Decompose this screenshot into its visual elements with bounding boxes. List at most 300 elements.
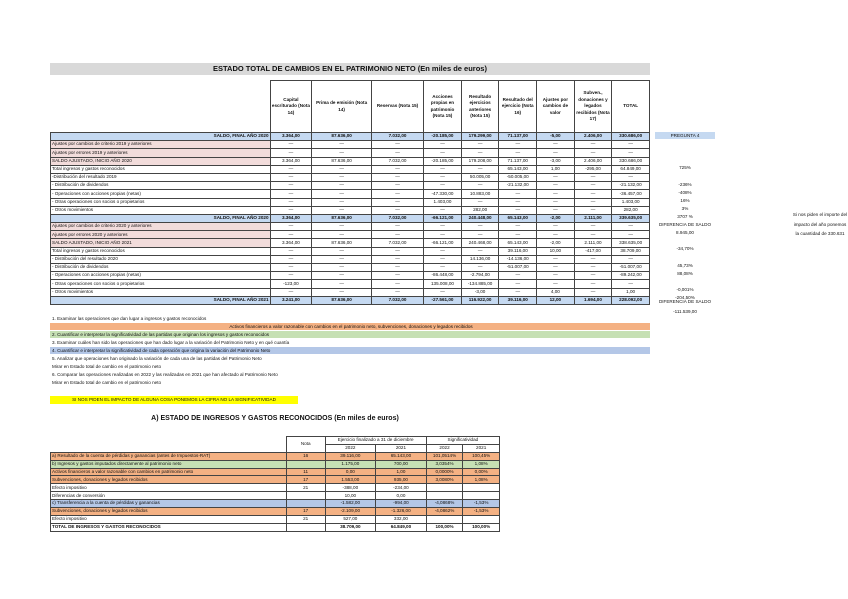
year-header: 2021 — [376, 444, 427, 452]
table-cell — [463, 515, 500, 523]
table-row — [51, 214, 650, 222]
table-cell: 3.364,00 — [270, 133, 312, 141]
table-cell: — — [371, 198, 423, 206]
table-cell: — — [270, 223, 312, 231]
row-label: - Distribución del resultado 2020 — [51, 255, 271, 263]
table-cell: 330.686,00 — [612, 157, 650, 165]
table-cell — [426, 484, 463, 492]
table-cell: 1.403,00 — [424, 198, 462, 206]
table-cell: -20.185,00 — [424, 157, 462, 165]
row-label: Efecto impositivo — [51, 515, 287, 523]
table-cell: — — [461, 149, 499, 157]
table-cell: 2.111,00 — [574, 214, 612, 222]
table-row — [51, 198, 650, 206]
table-cell: 7.032,00 — [371, 239, 423, 247]
table-cell: 0,00 — [325, 468, 376, 476]
note-line: Mirar en Estado total de cambio en el patrimonio neto — [52, 364, 162, 369]
table-row — [51, 296, 650, 304]
table-row — [51, 468, 500, 476]
table-row — [51, 452, 500, 460]
nota-cell: 17 — [286, 508, 325, 516]
table-row — [51, 182, 650, 190]
table-cell: -3,00 — [537, 157, 575, 165]
significance-value: 8.945,00 — [676, 230, 694, 236]
table-cell: 1,08% — [463, 476, 500, 484]
nota-cell: 17 — [286, 476, 325, 484]
table-cell: 10,00 — [325, 492, 376, 500]
table-cell — [426, 492, 463, 500]
table-cell: — — [312, 223, 372, 231]
row-label: Ajustes por cambios de criterio 2020 y anteriores — [51, 223, 271, 231]
table-cell: 179.299,00 — [461, 133, 499, 141]
table-cell: -295,00 — [574, 165, 612, 173]
table-cell: -1.582,00 — [325, 500, 376, 508]
nota-cell: 16 — [286, 452, 325, 460]
row-label: c) Transferencia a la cuenta de pérdidas y ganancias — [51, 500, 287, 508]
significance-value: 3707 % — [677, 214, 693, 219]
table-cell: — — [270, 247, 312, 255]
table-cell: — — [371, 264, 423, 272]
nota-cell: 21 — [286, 484, 325, 492]
significance-value: -0,001% — [676, 286, 694, 292]
table-cell: — — [537, 190, 575, 198]
table-cell: — — [424, 247, 462, 255]
row-label: - Otras operaciones con socios o propietarios — [51, 280, 271, 288]
table-cell: 1.694,00 — [574, 296, 612, 304]
table-cell: -21.132,00 — [499, 182, 537, 190]
table-row — [51, 255, 650, 263]
table-cell: 332,00 — [376, 515, 427, 523]
table-cell: — — [574, 182, 612, 190]
table-cell: 87.636,00 — [312, 214, 372, 222]
row-label: - Distribución de dividendos — [51, 264, 271, 272]
table-cell: — — [537, 141, 575, 149]
table-cell: — — [424, 141, 462, 149]
significance-value: DIFERENCIA DE SALDO — [658, 222, 712, 228]
table-row — [51, 523, 500, 531]
table-cell: — — [270, 149, 312, 157]
table-cell: — — [499, 206, 537, 214]
table-cell: — — [270, 182, 312, 190]
table-cell: 3.364,00 — [270, 239, 312, 247]
column-header: TOTAL — [612, 81, 650, 133]
table-row — [51, 231, 650, 239]
column-header: Resultado del ejercicio (Nota 16) — [499, 81, 537, 133]
income-statement-table — [50, 436, 500, 532]
table-cell: — — [537, 255, 575, 263]
note-line: Mirar en Estado total de cambio en el patrimonio neto — [52, 380, 162, 385]
table-row — [51, 165, 650, 173]
table-cell: — — [461, 247, 499, 255]
table-cell: — — [312, 198, 372, 206]
row-label: - Otros movimientos — [51, 206, 271, 214]
table-row — [51, 500, 500, 508]
table-row — [51, 149, 650, 157]
table-cell: — — [574, 173, 612, 181]
table-cell: 0,0000% — [426, 468, 463, 476]
page-title: ESTADO TOTAL DE CAMBIOS EN EL PATRIMONIO NETO (En miles de euros) — [50, 63, 650, 75]
table-cell: -14.136,00 — [499, 255, 537, 263]
table-cell: 935,00 — [376, 476, 427, 484]
table-cell: — — [537, 231, 575, 239]
table-cell: 71.137,00 — [499, 157, 537, 165]
row-label: Total ingresos y gastos reconocidos — [51, 165, 271, 173]
table-cell: — — [424, 149, 462, 157]
table-cell: — — [270, 231, 312, 239]
table-cell: 4,00 — [537, 288, 575, 296]
table-cell: -89.242,00 — [612, 272, 650, 280]
table-cell: — — [270, 141, 312, 149]
nota-header: Nota — [286, 437, 325, 453]
note-line: 1. Examinar las operaciones que dan lugar a ingresos y gastos reconocidos — [52, 316, 207, 321]
table-cell: — — [312, 190, 372, 198]
significance-value: -236% — [678, 181, 692, 187]
row-label: Total ingresos y gastos reconocidos — [51, 247, 271, 255]
table-cell: — — [371, 280, 423, 288]
table-row — [51, 492, 500, 500]
table-cell: 101,0514% — [426, 452, 463, 460]
row-label: - Otras operaciones con socios o propietarios — [51, 198, 271, 206]
table-cell: — — [424, 264, 462, 272]
table-cell: 338.635,00 — [612, 239, 650, 247]
significance-value: 3% — [681, 205, 689, 211]
table-row — [51, 173, 650, 181]
table-cell: — — [612, 149, 650, 157]
table-cell: 10.883,00 — [461, 190, 499, 198]
nota-cell — [286, 460, 325, 468]
table-cell: 39.116,00 — [499, 247, 537, 255]
table-cell: 339.635,00 — [612, 214, 650, 222]
table-cell: 87.636,00 — [312, 157, 372, 165]
table-cell: — — [371, 206, 423, 214]
note-line: 6. Comparar las operaciones realizadas en 2022 y las realizadas en 2021 que han afectado al Patrimonio Neto — [52, 372, 278, 377]
significance-value: 16% — [680, 197, 690, 203]
table-cell: — — [312, 165, 372, 173]
table-cell: — — [371, 182, 423, 190]
table-cell: — — [371, 288, 423, 296]
table-cell: — — [537, 264, 575, 272]
table-cell: — — [424, 255, 462, 263]
table-cell: — — [371, 141, 423, 149]
table-cell: — — [312, 255, 372, 263]
side-note: Si nos piden el importe del impacto del año ponemos la cuantidad de 330.631 — [792, 212, 848, 236]
equity-changes-table — [50, 80, 650, 305]
row-label: SALDO AJUSTADO, INICIO AÑO 2021 — [51, 239, 271, 247]
table-cell: 50.005,00 — [461, 173, 499, 181]
year-header: 2022 — [426, 444, 463, 452]
table-row — [51, 190, 650, 198]
table-cell: -123,00 — [270, 280, 312, 288]
table-cell: — — [537, 223, 575, 231]
table-cell: -1,53% — [463, 500, 500, 508]
table-cell: 179.208,00 — [461, 157, 499, 165]
table-cell: 3.364,00 — [270, 214, 312, 222]
table-cell: — — [499, 288, 537, 296]
table-cell: 12,00 — [537, 296, 575, 304]
row-label: Efecto impositivo — [51, 484, 287, 492]
table-cell: — — [424, 288, 462, 296]
table-cell: — — [461, 198, 499, 206]
table-cell: 3,0354% — [426, 460, 463, 468]
table-cell: — — [612, 231, 650, 239]
table-row — [51, 288, 650, 296]
row-label: Diferencias de conversión — [51, 492, 287, 500]
table-cell: — — [270, 165, 312, 173]
table-cell: 1,08% — [463, 460, 500, 468]
significance-value: 45,73% — [677, 262, 693, 268]
table-cell: — — [574, 255, 612, 263]
note-line: 4. Cuantificar e interpretar la significatividad de cada operación que origina la variación del Patrimonio Neto — [50, 347, 650, 354]
table-cell: -5,00 — [537, 133, 575, 141]
table-cell: -134.885,00 — [461, 280, 499, 288]
nota-cell — [286, 492, 325, 500]
note-line: 3. Examinar cuáles han sido las operaciones que han dado lugar a la variación del Patrimonio Neto y en qué cuantía — [52, 340, 290, 345]
table-cell: — — [270, 272, 312, 280]
table-cell: 65.143,00 — [499, 165, 537, 173]
table-cell: 1,00 — [376, 468, 427, 476]
table-cell: — — [312, 149, 372, 157]
table-cell: 65.143,00 — [376, 452, 427, 460]
table-cell: -27.561,00 — [424, 296, 462, 304]
row-label: Subvenciones, donaciones y legados recibidos — [51, 508, 287, 516]
table-cell: 14.136,00 — [461, 255, 499, 263]
table-cell: — — [574, 264, 612, 272]
significance-value: 725% — [679, 165, 691, 171]
table-cell: — — [312, 264, 372, 272]
table-row — [51, 460, 500, 468]
table-cell: 240.448,00 — [461, 214, 499, 222]
significance-value: 88,08% — [677, 270, 693, 276]
row-label: SALDO, FINAL AÑO 2020 — [51, 133, 271, 141]
table-row — [51, 280, 650, 288]
table-cell: — — [461, 231, 499, 239]
table-cell: 39.116,00 — [325, 452, 376, 460]
table-cell: -4,0868% — [426, 500, 463, 508]
table-cell: — — [312, 231, 372, 239]
row-label: Ajustes por cambios de criterio 2019 y anteriores — [51, 141, 271, 149]
table-cell: 3,0080% — [426, 476, 463, 484]
table-cell: — — [574, 223, 612, 231]
significance-value: -34,70% — [676, 246, 694, 252]
table-cell: 1.403,00 — [612, 198, 650, 206]
table-cell: — — [537, 206, 575, 214]
table-cell: -1.326,00 — [376, 508, 427, 516]
table-cell: — — [574, 272, 612, 280]
table-row — [51, 515, 500, 523]
table-cell: -4,0862% — [426, 508, 463, 516]
table-cell: — — [270, 264, 312, 272]
table-cell: 87.636,00 — [312, 133, 372, 141]
table-cell: -66.121,00 — [424, 239, 462, 247]
table-cell: -51.007,00 — [499, 264, 537, 272]
table-cell: -388,00 — [325, 484, 376, 492]
table-cell: — — [270, 190, 312, 198]
table-cell: 116.922,00 — [461, 296, 499, 304]
table-cell: 330.686,00 — [612, 133, 650, 141]
note-line: 5. Analizar que operaciones han originado la variación de cada una de las partidas del Patrimonio Neto — [52, 356, 262, 361]
table-row — [51, 247, 650, 255]
table-cell: 65.143,00 — [499, 214, 537, 222]
table-row — [51, 239, 650, 247]
table-cell: 87.636,00 — [312, 239, 372, 247]
table-cell: 64.849,00 — [612, 165, 650, 173]
table-cell: — — [270, 206, 312, 214]
row-label: Activos financieros a valor razonable con cambios en patrimonio neto — [51, 468, 287, 476]
table-cell: 2.406,00 — [574, 133, 612, 141]
table-cell: 1,00 — [537, 165, 575, 173]
table-cell: — — [461, 165, 499, 173]
table-cell: — — [574, 141, 612, 149]
table-header-row — [51, 81, 650, 133]
table-row — [51, 476, 500, 484]
row-label: - Operaciones con acciones propias (netas) — [51, 190, 271, 198]
row-label: -Distribución del resultado 2019 — [51, 173, 271, 181]
table-cell: 100,45% — [463, 452, 500, 460]
table-cell: 0,00% — [463, 468, 500, 476]
period-header: Ejercicio finalizado a 31 de diciembre — [325, 437, 426, 445]
table-cell: — — [499, 272, 537, 280]
table-row — [51, 133, 650, 141]
column-header: Ajustes por cambios de valor — [537, 81, 575, 133]
significance-value: PREGUNTA 4 — [655, 132, 715, 139]
row-label: - Distribución de dividendos — [51, 182, 271, 190]
table-cell: — — [537, 149, 575, 157]
table-row — [51, 264, 650, 272]
table-cell: 7.032,00 — [371, 157, 423, 165]
table-cell: -2,00 — [537, 214, 575, 222]
table-row — [51, 508, 500, 516]
table-cell — [463, 484, 500, 492]
table-cell: -2.109,00 — [325, 508, 376, 516]
table-cell: — — [371, 247, 423, 255]
table-cell: 1.175,00 — [325, 460, 376, 468]
table-cell: — — [612, 173, 650, 181]
table-cell: — — [574, 288, 612, 296]
row-label: Ajustes por errores 2020 y anteriores — [51, 231, 271, 239]
table-cell: 228.092,00 — [612, 296, 650, 304]
column-header: Capital escriturado (Nota 14) — [270, 81, 312, 133]
table-cell: — — [424, 223, 462, 231]
table-cell: — — [371, 231, 423, 239]
table-cell: — — [612, 141, 650, 149]
row-label: Subvenciones, donaciones y legados recibidos — [51, 476, 287, 484]
table-cell: — — [371, 272, 423, 280]
table-cell: — — [424, 165, 462, 173]
table-row — [51, 484, 500, 492]
table-cell: — — [574, 149, 612, 157]
table-cell: 38.709,00 — [325, 523, 376, 531]
table-cell: — — [270, 288, 312, 296]
yellow-note: SI NOS PIDEN EL IMPACTO DE ALGUNA COSA PONEMOS LA CIFRA NO LA SIGNIFICATIVIDAD — [50, 396, 298, 404]
year-header: 2021 — [463, 444, 500, 452]
table-cell: — — [312, 173, 372, 181]
table-cell: -2.794,00 — [461, 272, 499, 280]
nota-cell — [286, 500, 325, 508]
nota-cell: 11 — [286, 468, 325, 476]
table-cell: 282,00 — [612, 206, 650, 214]
table-cell: — — [537, 173, 575, 181]
table-cell: — — [574, 231, 612, 239]
table-cell: — — [499, 231, 537, 239]
column-header: Prima de emisión (Nota 14) — [312, 81, 372, 133]
table-cell: 2.406,00 — [574, 157, 612, 165]
nota-cell — [286, 523, 325, 531]
table-cell: — — [574, 280, 612, 288]
row-label: TOTAL DE INGRESOS Y GASTOS RECONOCIDOS — [51, 523, 287, 531]
column-header: Acciones propias en patrimonio (Nota 15) — [424, 81, 462, 133]
row-label: - Otros movimientos — [51, 288, 271, 296]
table-cell: — — [270, 255, 312, 263]
saldo-difference-note: DIFERENCIA DE SALDO -111.539,00 — [658, 299, 712, 314]
table-cell: — — [312, 206, 372, 214]
table-cell: 65.143,00 — [499, 239, 537, 247]
table-cell: — — [537, 198, 575, 206]
table-cell: — — [312, 182, 372, 190]
row-label: SALDO, FINAL AÑO 2021 — [51, 296, 271, 304]
table-cell: 87.636,00 — [312, 296, 372, 304]
column-header: Resultado ejercicios anteriores (Nota 15) — [461, 81, 499, 133]
table-cell: -66.121,00 — [424, 214, 462, 222]
table-cell: — — [574, 206, 612, 214]
table-cell: — — [612, 255, 650, 263]
table-cell: 100,00% — [463, 523, 500, 531]
table-cell: — — [424, 173, 462, 181]
table-cell: -20.185,00 — [424, 133, 462, 141]
table-cell: -36.457,00 — [612, 190, 650, 198]
table-cell: 3.364,00 — [270, 157, 312, 165]
table-cell: — — [371, 173, 423, 181]
table-cell: — — [312, 272, 372, 280]
table-cell: 7.032,00 — [371, 214, 423, 222]
table-cell: 7.032,00 — [371, 133, 423, 141]
table-cell: -417,00 — [574, 247, 612, 255]
table-cell: -47.330,00 — [424, 190, 462, 198]
table-cell: 135.008,00 — [424, 280, 462, 288]
table-cell: 39.116,00 — [499, 296, 537, 304]
table-cell: -51.007,00 — [612, 264, 650, 272]
table-cell: 527,00 — [325, 515, 376, 523]
table-cell: 0,00 — [376, 492, 427, 500]
table-cell: 1.553,00 — [325, 476, 376, 484]
table-cell: 2.111,00 — [574, 239, 612, 247]
table-cell: — — [537, 182, 575, 190]
table-cell: 64.849,00 — [376, 523, 427, 531]
table-cell: 7.032,00 — [371, 296, 423, 304]
table-cell: — — [424, 206, 462, 214]
table-cell: — — [371, 165, 423, 173]
table-cell: -50.005,00 — [499, 173, 537, 181]
table-row — [51, 141, 650, 149]
table-cell: — — [371, 255, 423, 263]
table-row — [51, 272, 650, 280]
table-cell: 10,00 — [537, 247, 575, 255]
table-cell: -86.448,00 — [424, 272, 462, 280]
table-cell: -234,00 — [376, 484, 427, 492]
table-cell: — — [270, 198, 312, 206]
table-cell: — — [461, 141, 499, 149]
row-label: - Operaciones con acciones propias (netas) — [51, 272, 271, 280]
income-title: A) ESTADO DE INGRESOS Y GASTOS RECONOCIDOS (En miles de euros) — [151, 415, 399, 422]
table-cell: 1,00 — [612, 288, 650, 296]
table-cell: -1,53% — [463, 508, 500, 516]
table-cell: — — [424, 182, 462, 190]
table-cell: — — [612, 280, 650, 288]
table-cell: — — [371, 223, 423, 231]
column-header: Reservas (Nota 15) — [371, 81, 423, 133]
table-cell: 100,00% — [426, 523, 463, 531]
table-cell — [463, 492, 500, 500]
table-cell: -21.132,00 — [612, 182, 650, 190]
